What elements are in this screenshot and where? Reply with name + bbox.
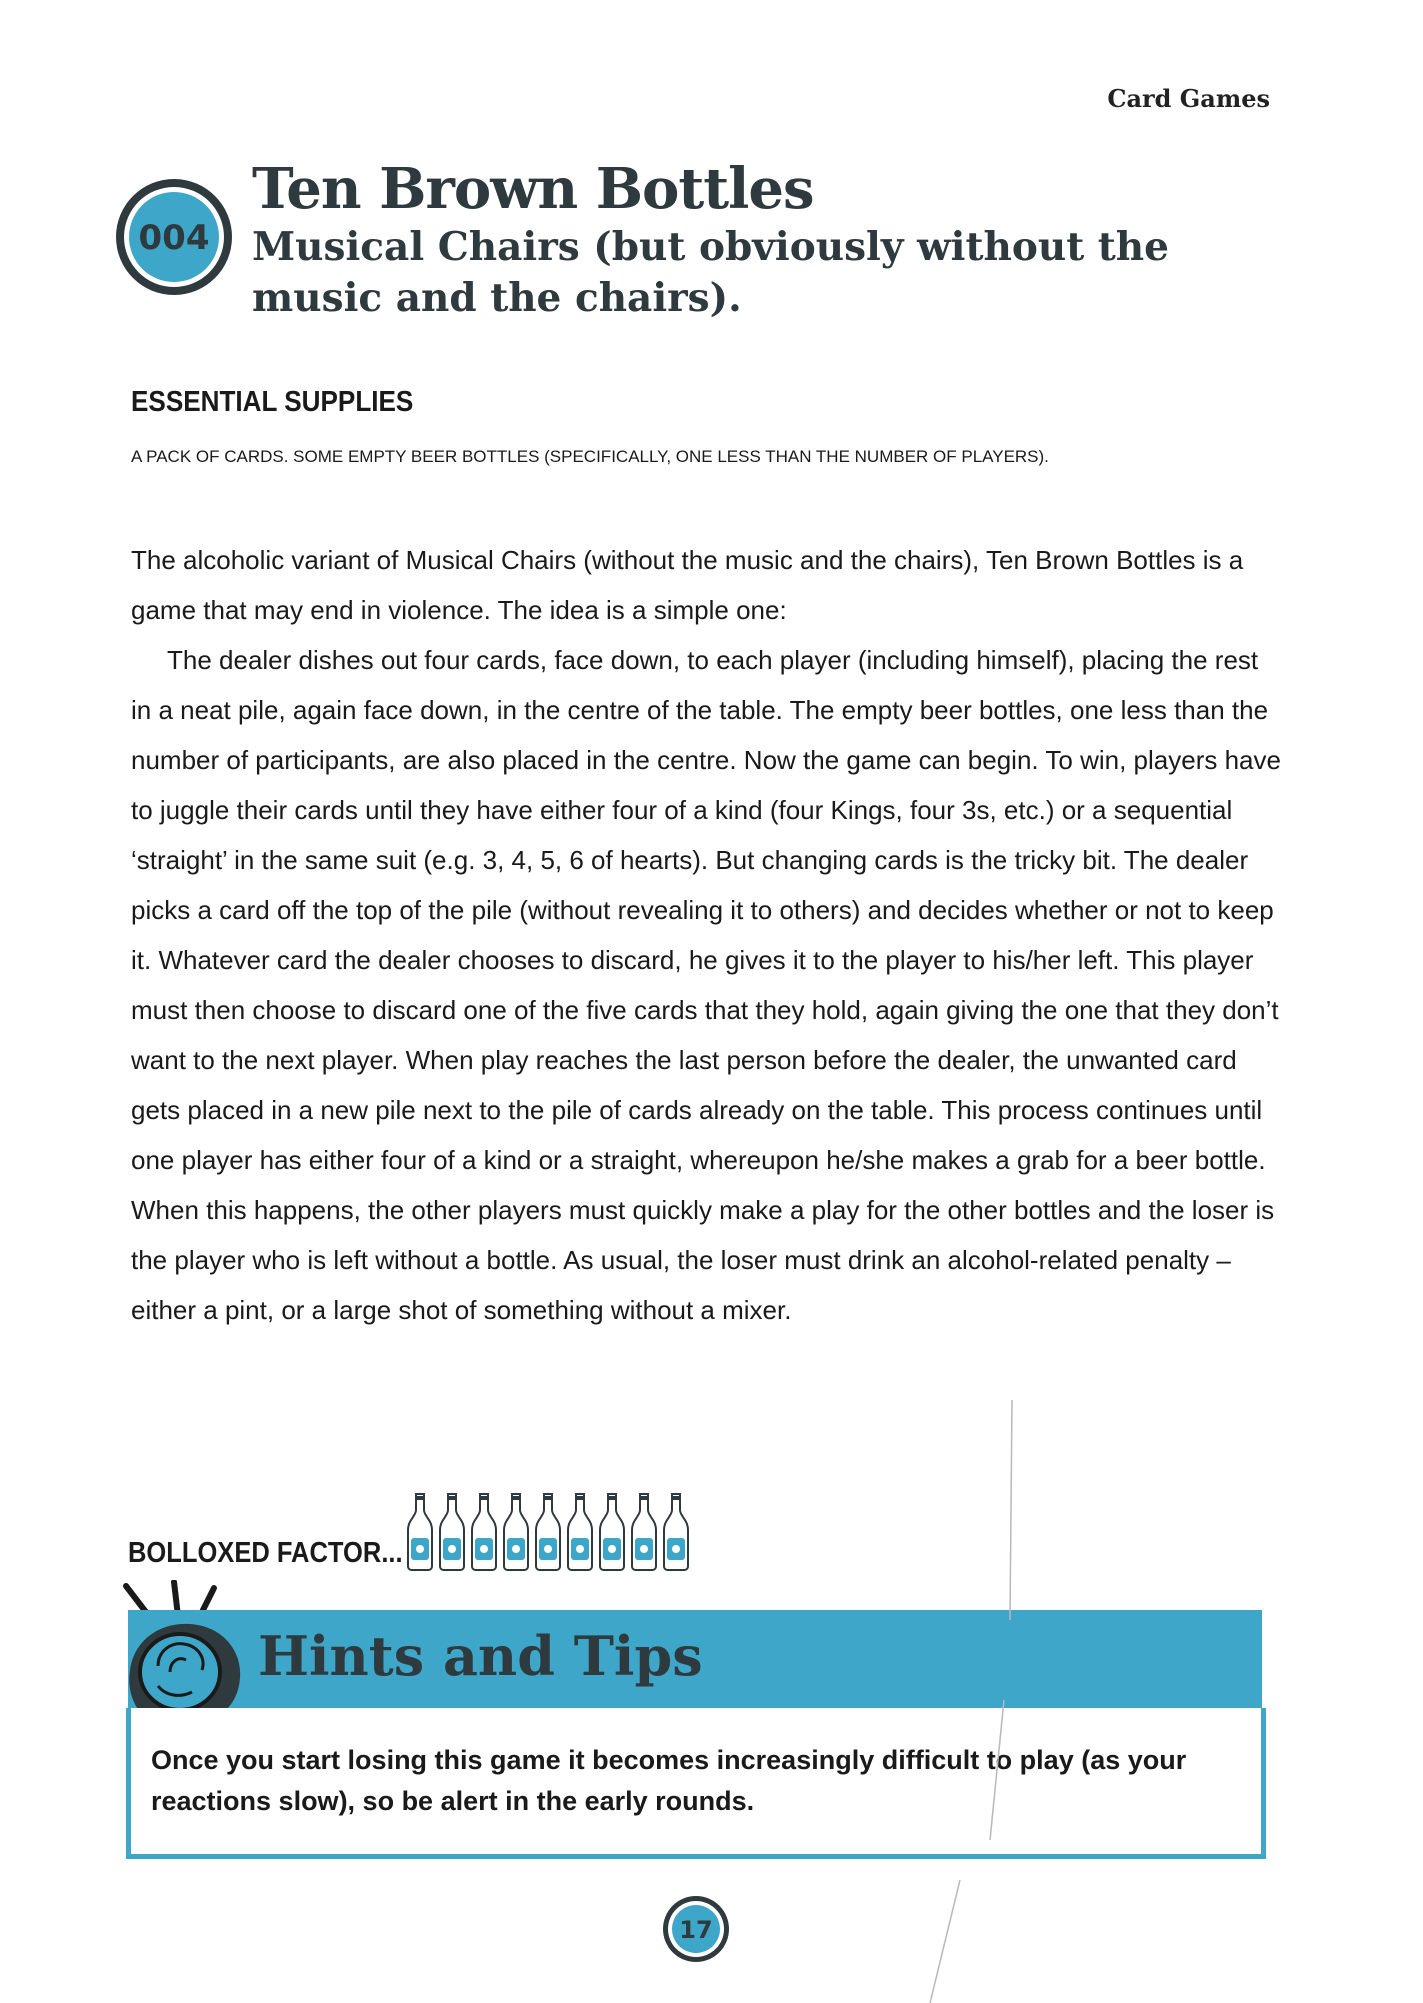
beer-bottle-icon bbox=[662, 1492, 690, 1572]
hints-text: Once you start losing this game it becomes increasingly difficult to play (as your reactions slow), so be alert in the early rounds. bbox=[151, 1745, 1187, 1816]
game-number: 004 bbox=[138, 218, 210, 258]
page-number-badge bbox=[661, 1894, 731, 1964]
game-number-badge bbox=[113, 176, 235, 298]
beer-bottle-icon bbox=[502, 1492, 530, 1572]
beer-bottle-icon bbox=[566, 1492, 594, 1572]
page-number: 17 bbox=[679, 1916, 713, 1944]
hints-title: Hints and Tips bbox=[258, 1624, 703, 1688]
supplies-text: A PACK OF CARDS. SOME EMPTY BEER BOTTLES (SPECIFICALLY, ONE LESS THAN THE NUMBER OF PLAYERS). bbox=[131, 447, 1049, 466]
game-description bbox=[131, 535, 1281, 1335]
game-title: Ten Brown Bottles bbox=[252, 156, 814, 222]
beer-bottle-icon bbox=[438, 1492, 466, 1572]
body-paragraph-intro: The alcoholic variant of Musical Chairs (without the music and the chairs), Ten Brown Bottles is a game that may end in violence. The idea is a simple one: bbox=[131, 545, 1244, 625]
supplies-heading: ESSENTIAL SUPPLIES bbox=[131, 386, 414, 418]
beer-bottle-icon bbox=[406, 1492, 434, 1572]
bolloxed-factor-rating bbox=[406, 1492, 690, 1572]
game-subtitle: Musical Chairs (but obviously without the music and the chairs). bbox=[252, 224, 1169, 321]
beer-bottle-icon bbox=[598, 1492, 626, 1572]
beer-bottle-icon bbox=[534, 1492, 562, 1572]
beer-bottle-icon bbox=[630, 1492, 658, 1572]
section-header: Card Games bbox=[1107, 84, 1270, 113]
body-paragraph-rules: The dealer dishes out four cards, face down, to each player (including himself), placing the rest in a neat pile, again face down, in the centre of the table. The empty beer bottles, one less than the number of participants, are also placed in the centre. Now the game can begin. To win, players have to juggle their cards until they have either four of a kind (four Kings, four 3s, etc.) or a sequential ‘straight’ in the same suit (e.g. 3, 4, 5, 6 of hearts). But changing cards is the tricky bit. The dealer picks a card off the top of the pile (without revealing it to others) and decides whether or not to keep it. Whatever card the dealer chooses to discard, he gives it to the player to his/her left. This player must then choose to discard one of the five cards that they hold, again giving the one that they don’t want to the next player. When play reaches the last person before the dealer, the unwanted card gets placed in a new pile next to the pile of cards already on the table. This process continues until one player has either four of a kind or a straight, whereupon he/she makes a grab for a beer bottle. When this happens, the other players must quickly make a play for the other bottles and the loser is the player who is left without a bottle. As usual, the loser must drink an alcohol-related penalty – either a pint, or a large shot of something without a mixer. bbox=[131, 645, 1281, 1325]
bolloxed-factor-label: BOLLOXED FACTOR... bbox=[128, 1537, 403, 1569]
beer-bottle-icon bbox=[470, 1492, 498, 1572]
